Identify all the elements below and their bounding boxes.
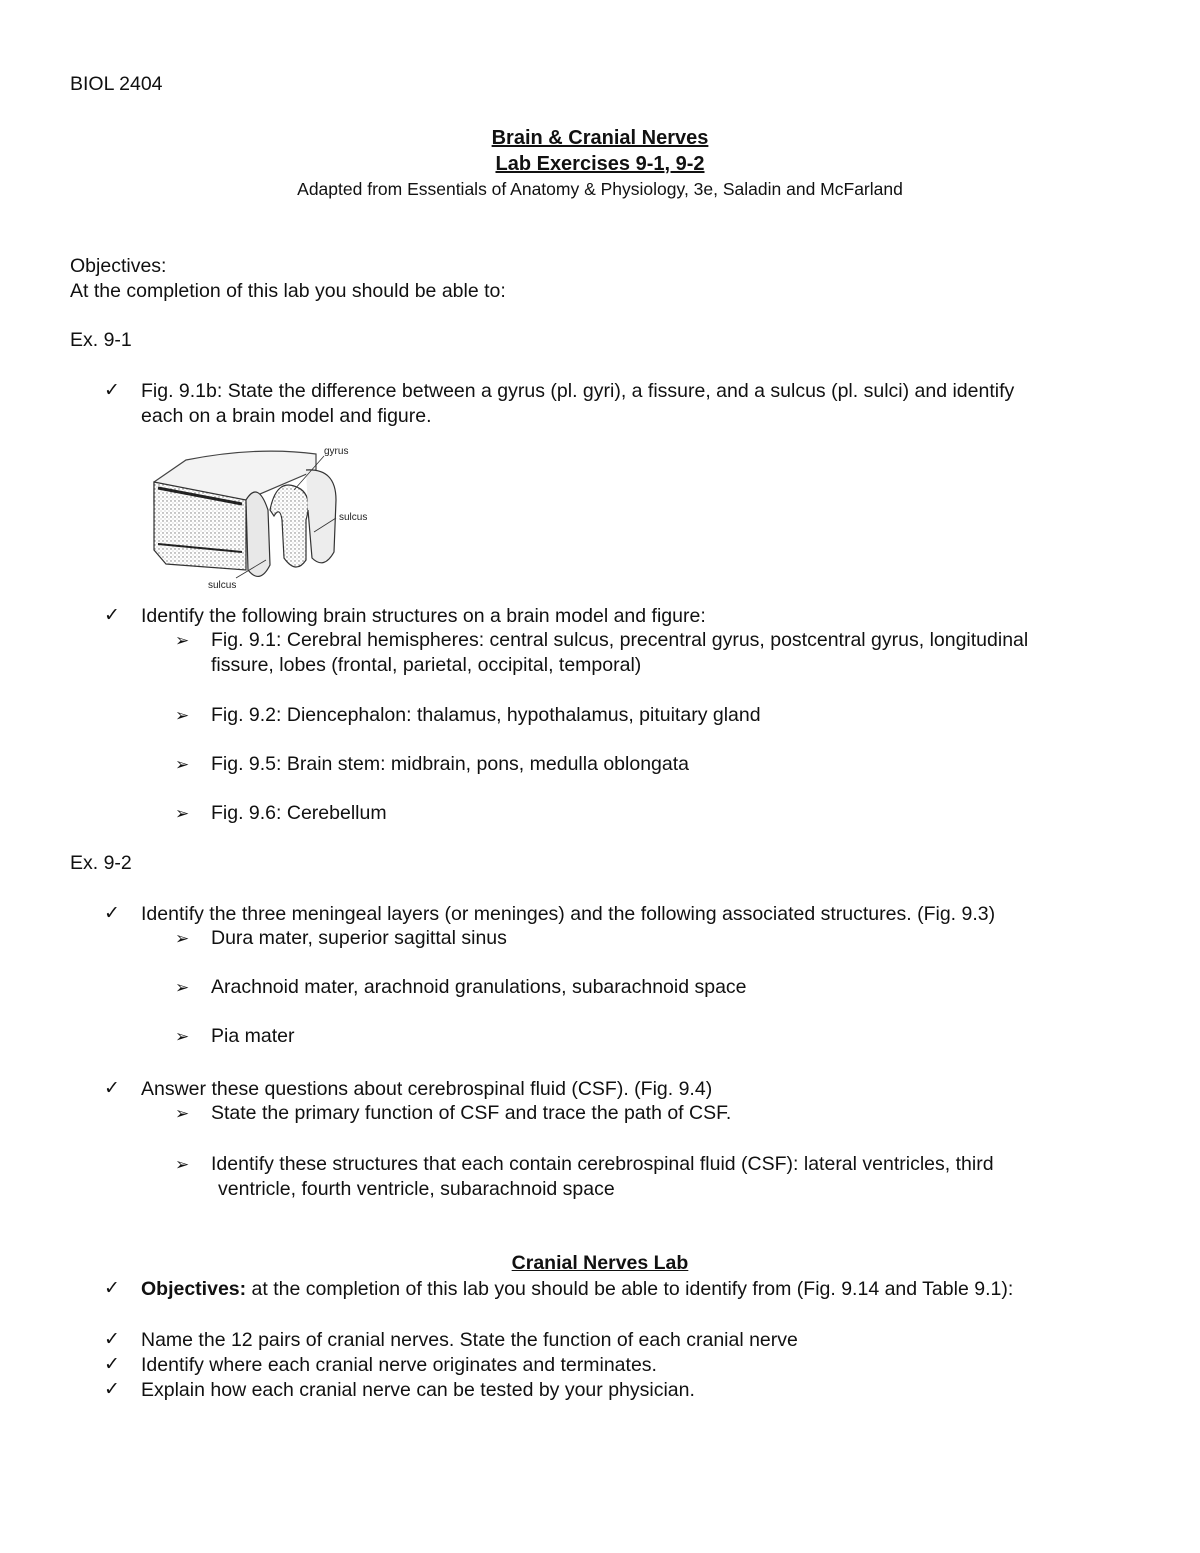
check-icon: ✓ [104,1354,120,1375]
ex2-sub5-line1: Identify these structures that each contain cerebrospinal fluid (CSF): lateral ventricles, third [211,1153,994,1175]
arrow-bullet-icon: ➢ [175,929,190,948]
ex1-sub2: Fig. 9.2: Diencephalon: thalamus, hypothalamus, pituitary gland [211,704,761,726]
ex1-item1-line2: each on a brain model and figure. [141,405,432,427]
ex2-item2: Answer these questions about cerebrospinal fluid (CSF). (Fig. 9.4) [141,1078,713,1100]
ex2-sub2: Arachnoid mater, arachnoid granulations, subarachnoid space [211,976,747,998]
source-credit: Adapted from Essentials of Anatomy & Physiology, 3e, Saladin and McFarland [297,179,903,199]
arrow-bullet-icon: ➢ [175,1104,190,1123]
objectives-intro: At the completion of this lab you should be able to: [70,280,506,302]
cranial-heading-block [0,1250,1200,1276]
arrow-bullet-icon: ➢ [175,631,190,650]
ex2-sub4: State the primary function of CSF and trace the path of CSF. [211,1102,732,1124]
cranial-item1: Name the 12 pairs of cranial nerves. State the function of each cranial nerve [141,1329,798,1351]
ex1-sub1-line1: Fig. 9.1: Cerebral hemispheres: central sulcus, precentral gyrus, postcentral gyrus, longitudinal [211,629,1029,651]
ex2-sub3: Pia mater [211,1025,295,1047]
ex1-sub1-line2: fissure, lobes (frontal, parietal, occipital, temporal) [211,654,642,676]
check-icon: ✓ [104,380,120,401]
check-icon: ✓ [104,1379,120,1400]
ex1-item2: Identify the following brain structures on a brain model and figure: [141,605,706,627]
sulcus-label-right: sulcus [339,512,368,523]
page-subtitle: Lab Exercises 9-1, 9-2 [495,153,705,175]
gyrus-label: gyrus [324,446,349,457]
arrow-bullet-icon: ➢ [175,1155,190,1174]
ex2-item1: Identify the three meningeal layers (or meninges) and the following associated structures. (Fig. 9.3) [141,903,996,925]
ex2-sub1: Dura mater, superior sagittal sinus [211,927,507,949]
ex2-heading: Ex. 9-2 [70,852,132,874]
check-icon: ✓ [104,605,120,626]
cranial-objectives-text: at the completion of this lab you should be able to identify from (Fig. 9.14 and Table 9.1): [246,1278,1014,1300]
cranial-heading: Cranial Nerves Lab [511,1252,689,1274]
arrow-bullet-icon: ➢ [175,804,190,823]
title-block [0,125,1200,201]
arrow-bullet-icon: ➢ [175,1027,190,1046]
check-icon: ✓ [104,1078,120,1099]
check-icon: ✓ [104,903,120,924]
cranial-objectives-label: Objectives: [141,1278,247,1300]
cranial-objectives [141,1277,1013,1302]
ex1-item1-line1: Fig. 9.1b: State the difference between a gyrus (pl. gyri), a fissure, and a sulcus (pl. sulci) and identify [141,380,1015,402]
cranial-item2: Identify where each cranial nerve originates and terminates. [141,1354,657,1376]
cranial-item3: Explain how each cranial nerve can be tested by your physician. [141,1379,695,1401]
ex1-heading: Ex. 9-1 [70,329,132,351]
arrow-bullet-icon: ➢ [175,978,190,997]
arrow-bullet-icon: ➢ [175,755,190,774]
sulcus-label-bottom: sulcus [208,580,237,591]
ex1-sub4: Fig. 9.6: Cerebellum [211,802,387,824]
arrow-bullet-icon: ➢ [175,706,190,725]
page-title: Brain & Cranial Nerves [491,127,709,149]
ex2-sub5-line2: ventricle, fourth ventricle, subarachnoid space [218,1178,615,1200]
ex1-sub3: Fig. 9.5: Brain stem: midbrain, pons, medulla oblongata [211,753,690,775]
course-code: BIOL 2404 [70,73,163,95]
check-icon: ✓ [104,1329,120,1350]
gyrus-sulcus-figure [146,440,382,592]
objectives-heading: Objectives: [70,255,167,277]
check-icon: ✓ [104,1278,120,1299]
